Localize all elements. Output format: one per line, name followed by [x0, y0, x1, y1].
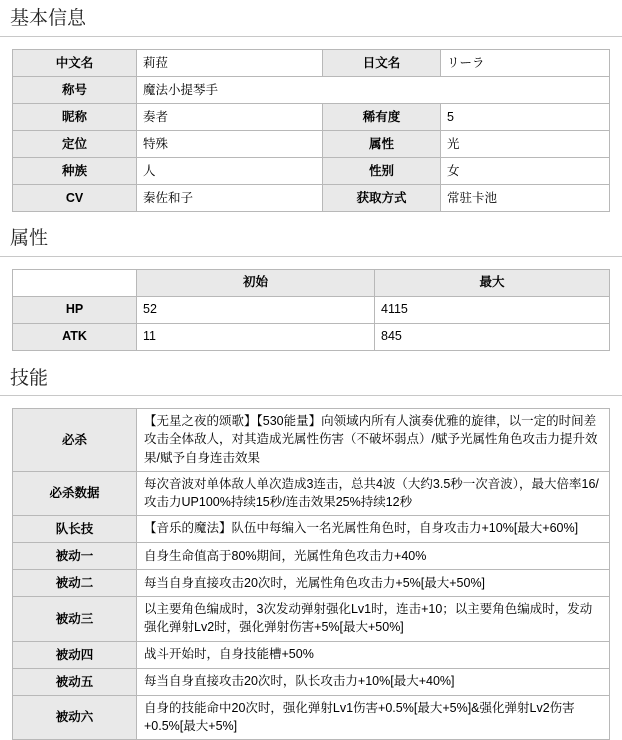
row-label: 种族 [13, 157, 137, 184]
skill-label: 被动二 [13, 570, 137, 597]
table-row [13, 471, 610, 515]
table-row [13, 130, 610, 157]
skill-label: 被动四 [13, 641, 137, 668]
skill-label: 被动三 [13, 597, 137, 641]
row-label: 中文名 [13, 49, 137, 76]
atk-initial-value: 11 [137, 323, 375, 350]
column-header-max: 最大 [375, 269, 610, 296]
skill-description: 【音乐的魔法】队伍中每编入一名光属性角色时，自身攻击力+10%[最大+60%] [137, 515, 610, 542]
skill-description: 每当自身直接攻击20次时，队长攻击力+10%[最大+40%] [137, 668, 610, 695]
skill-description: 自身的技能命中20次时，强化弹射Lv1伤害+0.5%[最大+5%]&强化弹射Lv2伤害+0.5%[最大+5%] [137, 695, 610, 739]
basic-info-table [12, 49, 610, 212]
row-value-secondary: リーラ [441, 49, 610, 76]
heading-attributes: 属性 [0, 223, 622, 257]
table-row [13, 597, 610, 641]
skill-label: 必杀数据 [13, 471, 137, 515]
skill-description: 每当自身直接攻击20次时，光属性角色攻击力+5%[最大+50%] [137, 570, 610, 597]
column-header-initial: 初始 [137, 269, 375, 296]
skill-description: 【无星之夜的颂歌】【530能量】向领域内所有人演奏优雅的旋律，以一定的时间差攻击全体敌人，对其造成光属性伤害（不破坏弱点）/赋予光属性角色攻击力提升效果/赋予自身连击效果 [137, 409, 610, 471]
skills-table [12, 408, 610, 740]
table-row [13, 76, 610, 103]
row-value-secondary: 女 [441, 157, 610, 184]
table-row [13, 157, 610, 184]
row-value-secondary: 常驻卡池 [441, 184, 610, 211]
table-row [13, 184, 610, 211]
skill-description: 自身生命值高于80%期间，光属性角色攻击力+40% [137, 543, 610, 570]
table-row [13, 641, 610, 668]
skill-description: 每次音波对单体敌人单次造成3连击，总共4波（大约3.5秒一次音波），最大倍率16/攻击力UP100%持续15秒/连击效果25%持续12秒 [137, 471, 610, 515]
table-corner-cell [13, 269, 137, 296]
table-row [13, 695, 610, 739]
heading-basic-info: 基本信息 [0, 3, 622, 37]
skill-label: 被动六 [13, 695, 137, 739]
skill-description: 以主要角色编成时，3次发动弹射强化Lv1时，连击+10；以主要角色编成时，发动强化弹射Lv2时，强化弹射伤害+5%[最大+50%] [137, 597, 610, 641]
row-label-secondary: 获取方式 [323, 184, 441, 211]
row-label-secondary: 属性 [323, 130, 441, 157]
skill-label: 被动一 [13, 543, 137, 570]
attributes-table [12, 269, 610, 351]
character-info-page [0, 3, 622, 740]
table-header-row [13, 269, 610, 296]
row-value: 特殊 [137, 130, 323, 157]
section-attributes [0, 223, 622, 351]
hp-max-value: 4115 [375, 296, 610, 323]
section-basic-info [0, 3, 622, 212]
row-value: 秦佐和子 [137, 184, 323, 211]
table-row [13, 323, 610, 350]
row-value-secondary: 5 [441, 103, 610, 130]
section-skills [0, 363, 622, 740]
hp-initial-value: 52 [137, 296, 375, 323]
table-row [13, 668, 610, 695]
skill-description: 战斗开始时，自身技能槽+50% [137, 641, 610, 668]
row-label: 定位 [13, 130, 137, 157]
row-label-hp: HP [13, 296, 137, 323]
table-row [13, 103, 610, 130]
row-value: 魔法小提琴手 [137, 76, 610, 103]
row-label-secondary: 性别 [323, 157, 441, 184]
skill-label: 队长技 [13, 515, 137, 542]
table-row [13, 515, 610, 542]
row-value: 莉菈 [137, 49, 323, 76]
row-value: 人 [137, 157, 323, 184]
heading-skills: 技能 [0, 363, 622, 397]
table-row [13, 543, 610, 570]
row-value-secondary: 光 [441, 130, 610, 157]
skill-label: 被动五 [13, 668, 137, 695]
skill-label: 必杀 [13, 409, 137, 471]
row-label: CV [13, 184, 137, 211]
row-label: 昵称 [13, 103, 137, 130]
atk-max-value: 845 [375, 323, 610, 350]
table-row [13, 570, 610, 597]
row-value: 奏者 [137, 103, 323, 130]
row-label-atk: ATK [13, 323, 137, 350]
table-row [13, 49, 610, 76]
table-row [13, 296, 610, 323]
row-label-secondary: 日文名 [323, 49, 441, 76]
table-row [13, 409, 610, 471]
row-label: 称号 [13, 76, 137, 103]
row-label-secondary: 稀有度 [323, 103, 441, 130]
